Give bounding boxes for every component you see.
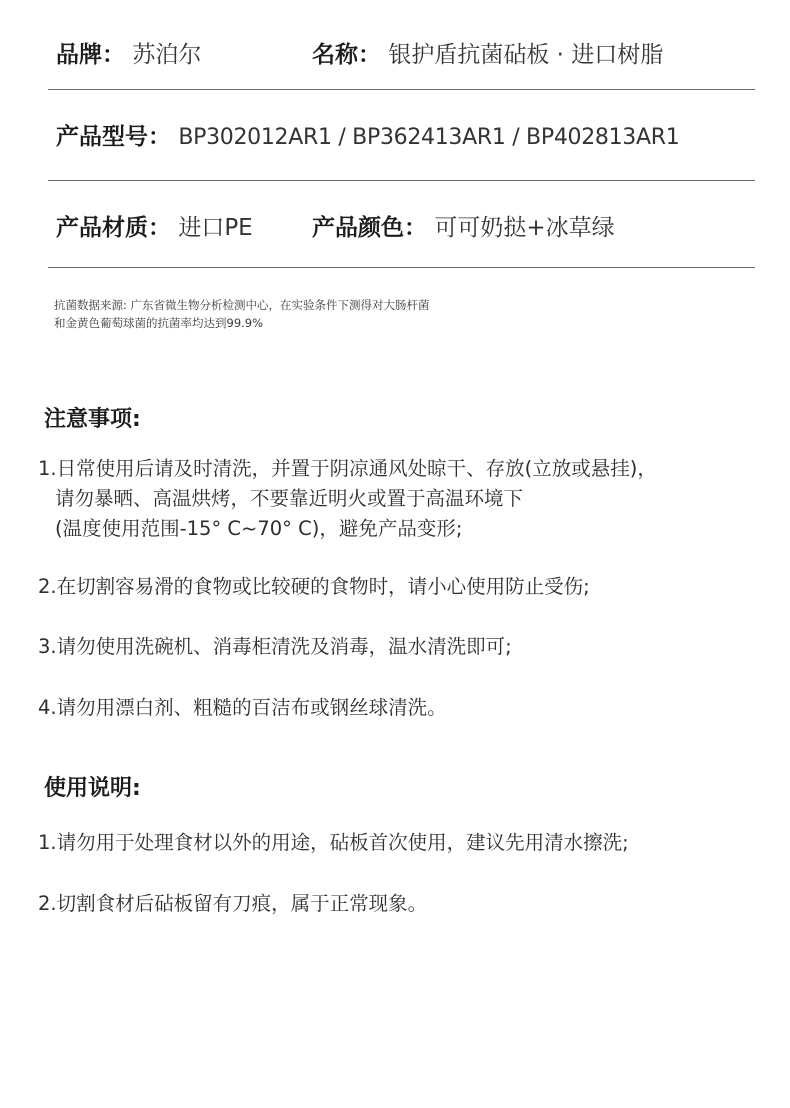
brand-value: 苏泊尔	[132, 42, 202, 68]
precaution-item-3: 3.请勿使用洗碗机、消毒柜清洗及消毒，温水清洗即可;	[38, 635, 512, 658]
antibacterial-note-line-2: 和金黄色葡萄球菌的抗菌率均达到99.9%	[54, 316, 264, 330]
precaution-item-1-line-2: 请勿暴晒、高温烘烤，不要靠近明火或置于高温环境下	[55, 487, 524, 510]
instruction-item-1: 1.请勿用于处理食材以外的用途，砧板首次使用，建议先用清水擦洗;	[38, 831, 629, 854]
product-name-value: 银护盾抗菌砧板 · 进口树脂	[388, 42, 664, 68]
color-label: 产品颜色：	[312, 215, 427, 241]
model-label: 产品型号：	[56, 124, 171, 150]
material-label: 产品材质：	[56, 215, 171, 241]
precaution-item-1-line-3: (温度使用范围-15° C~70° C)，避免产品变形;	[55, 517, 463, 540]
divider-1	[48, 89, 755, 90]
model-row	[56, 122, 754, 153]
material-value: 进口PE	[178, 215, 253, 241]
product-name-label: 名称：	[312, 42, 381, 68]
precautions-title: 注意事项:	[44, 407, 141, 432]
divider-2	[48, 180, 755, 181]
precaution-item-1-line-1: 1.日常使用后请及时清洗，并置于阴凉通风处晾干、存放(立放或悬挂)，	[38, 457, 657, 480]
model-value: BP302012AR1 / BP362413AR1 / BP402813AR1	[178, 125, 680, 150]
antibacterial-note	[54, 296, 430, 332]
brand-label: 品牌：	[56, 42, 125, 68]
precaution-item-1	[38, 454, 657, 544]
precaution-item-2: 2.在切割容易滑的食物或比较硬的食物时，请小心使用防止受伤;	[38, 575, 590, 598]
instruction-item-2: 2.切割食材后砧板留有刀痕，属于正常现象。	[38, 892, 428, 915]
product-name-row	[312, 40, 754, 70]
color-value: 可可奶挞+冰草绿	[434, 215, 615, 241]
divider-3	[48, 267, 755, 268]
antibacterial-note-line-1: 抗菌数据来源: 广东省微生物分析检测中心，在实验条件下测得对大肠杆菌	[54, 298, 430, 312]
color-row	[312, 213, 754, 243]
precaution-item-4: 4.请勿用漂白剂、粗糙的百洁布或钢丝球清洗。	[38, 696, 447, 719]
instructions-title: 使用说明:	[44, 776, 141, 801]
